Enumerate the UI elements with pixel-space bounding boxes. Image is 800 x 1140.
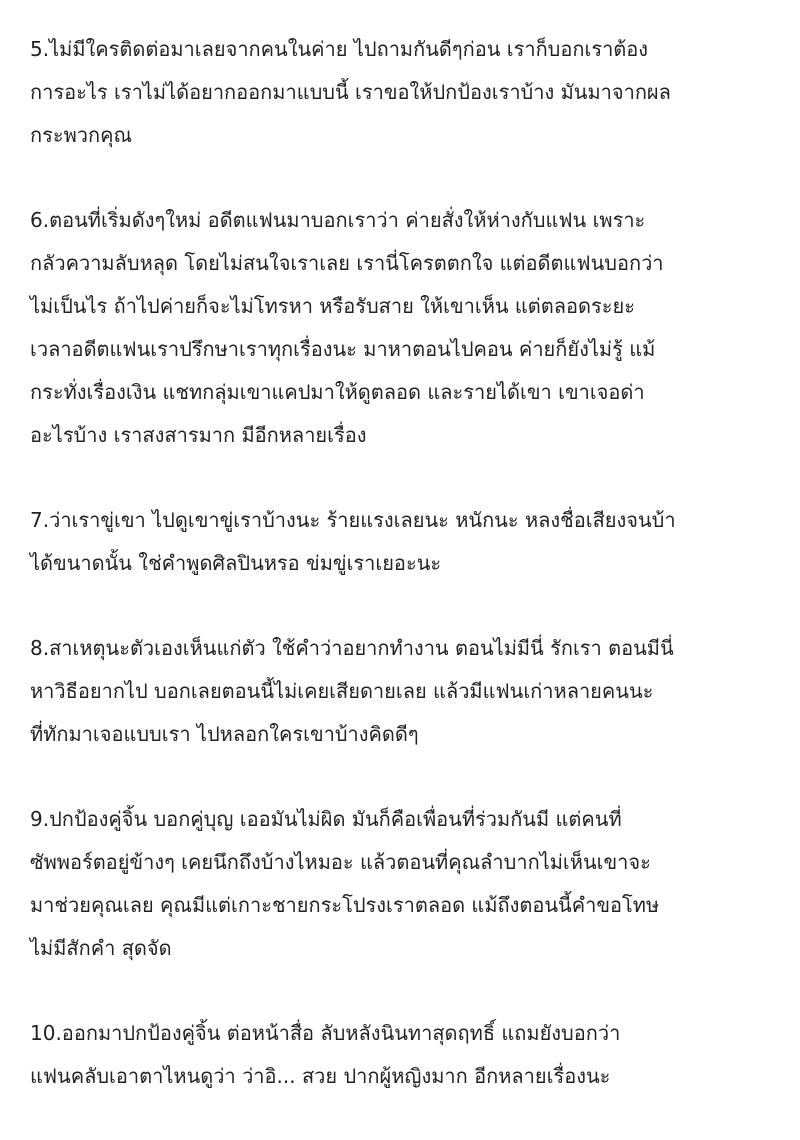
paragraph-line: ไม่มีสักคำ สุดจัด: [30, 936, 172, 960]
paragraph-line: การอะไร เราไม่ได้อยากออกมาแบบนี้ เราขอให้ปกป้องเราบ้าง มันมาจากผล: [30, 80, 671, 104]
document-body: [30, 28, 795, 1140]
paragraph-item-7: [30, 499, 795, 585]
paragraph-line: กลัวความลับหลุด โดยไม่สนใจเราเลย เรานี่โครตตกใจ แต่อดีตแฟนบอกว่า: [30, 251, 664, 275]
paragraph-item-9: [30, 798, 795, 970]
paragraph-line: ที่ทักมาเจอแบบเรา ไปหลอกใครเขาบ้างคิดดีๆ: [30, 722, 419, 746]
paragraph-line: หาวิธีอยากไป บอกเลยตอนนี้ไม่เคยเสียดายเลย แล้วมีแฟนเก่าหลายคนนะ: [30, 679, 654, 703]
paragraph-item-6: [30, 199, 795, 457]
paragraph-item-5: [30, 28, 795, 157]
paragraph-line: ได้ขนาดนั้น ใช่คำพูดศิลปินหรอ ข่มขู่เราเยอะนะ: [30, 551, 442, 575]
paragraph-line: กระพวกคุณ: [30, 123, 133, 147]
paragraph-line: แฟนคลับเอาตาไหนดูว่า ว่าอิ... สวย ปากผู้หญิงมาก อีกหลายเรื่องนะ: [30, 1064, 611, 1088]
paragraph-line: 7.ว่าเราขู่เขา ไปดูเขาขู่เราบ้างนะ ร้ายแรงเลยนะ หนักนะ หลงชื่อเสียงจนบ้า: [30, 508, 676, 532]
paragraph-line: 5.ไม่มีใครติดต่อมาเลยจากคนในค่าย ไปถามกันดีๆก่อน เราก็บอกเราต้อง: [30, 37, 649, 61]
paragraph-item-10: [30, 1012, 795, 1098]
paragraph-line: 10.ออกมาปกป้องคู่จิ้น ต่อหน้าสื่อ ลับหลังนินทาสุดฤทธิ์ แถมยังบอกว่า: [30, 1021, 621, 1045]
paragraph-line: ซัพพอร์ตอยู่ข้างๆ เคยนึกถึงบ้างไหมอะ แล้วตอนที่คุณลำบากไม่เห็นเขาจะ: [30, 850, 651, 874]
paragraph-line: ไม่เป็นไร ถ้าไปค่ายก็จะไม่โทรหา หรือรับสาย ให้เขาเห็น แต่ตลอดระยะ: [30, 294, 635, 318]
paragraph-line: เวลาอดีตแฟนเราปรึกษาเราทุกเรื่องนะ มาหาตอนไปคอน ค่ายก็ยังไม่รู้ แม้: [30, 337, 656, 361]
paragraph-line: กระทั่งเรื่องเงิน แชทกลุ่มเขาแคปมาให้ดูตลอด และรายได้เขา เขาเจอด่า: [30, 380, 645, 404]
paragraph-line: อะไรบ้าง เราสงสารมาก มีอีกหลายเรื่อง: [30, 423, 367, 447]
paragraph-line: 6.ตอนที่เริ่มดังๆใหม่ อดีตแฟนมาบอกเราว่า ค่ายสั่งให้ห่างกับแฟน เพราะ: [30, 208, 646, 232]
paragraph-line: 9.ปกป้องคู่จิ้น บอกคู่บุญ เออมันไม่ผิด มันก็คือเพื่อนที่ร่วมกันมี แต่คนที่: [30, 807, 622, 831]
paragraph-line: มาช่วยคุณเลย คุณมีแต่เกาะชายกระโปรงเราตลอด แม้ถึงตอนนี้คำขอโทษ: [30, 893, 660, 917]
paragraph-item-8: [30, 627, 795, 756]
paragraph-line: 8.สาเหตุนะตัวเองเห็นแก่ตัว ใช้คำว่าอยากทำงาน ตอนไม่มีนี่ รักเรา ตอนมีนี่: [30, 636, 674, 660]
